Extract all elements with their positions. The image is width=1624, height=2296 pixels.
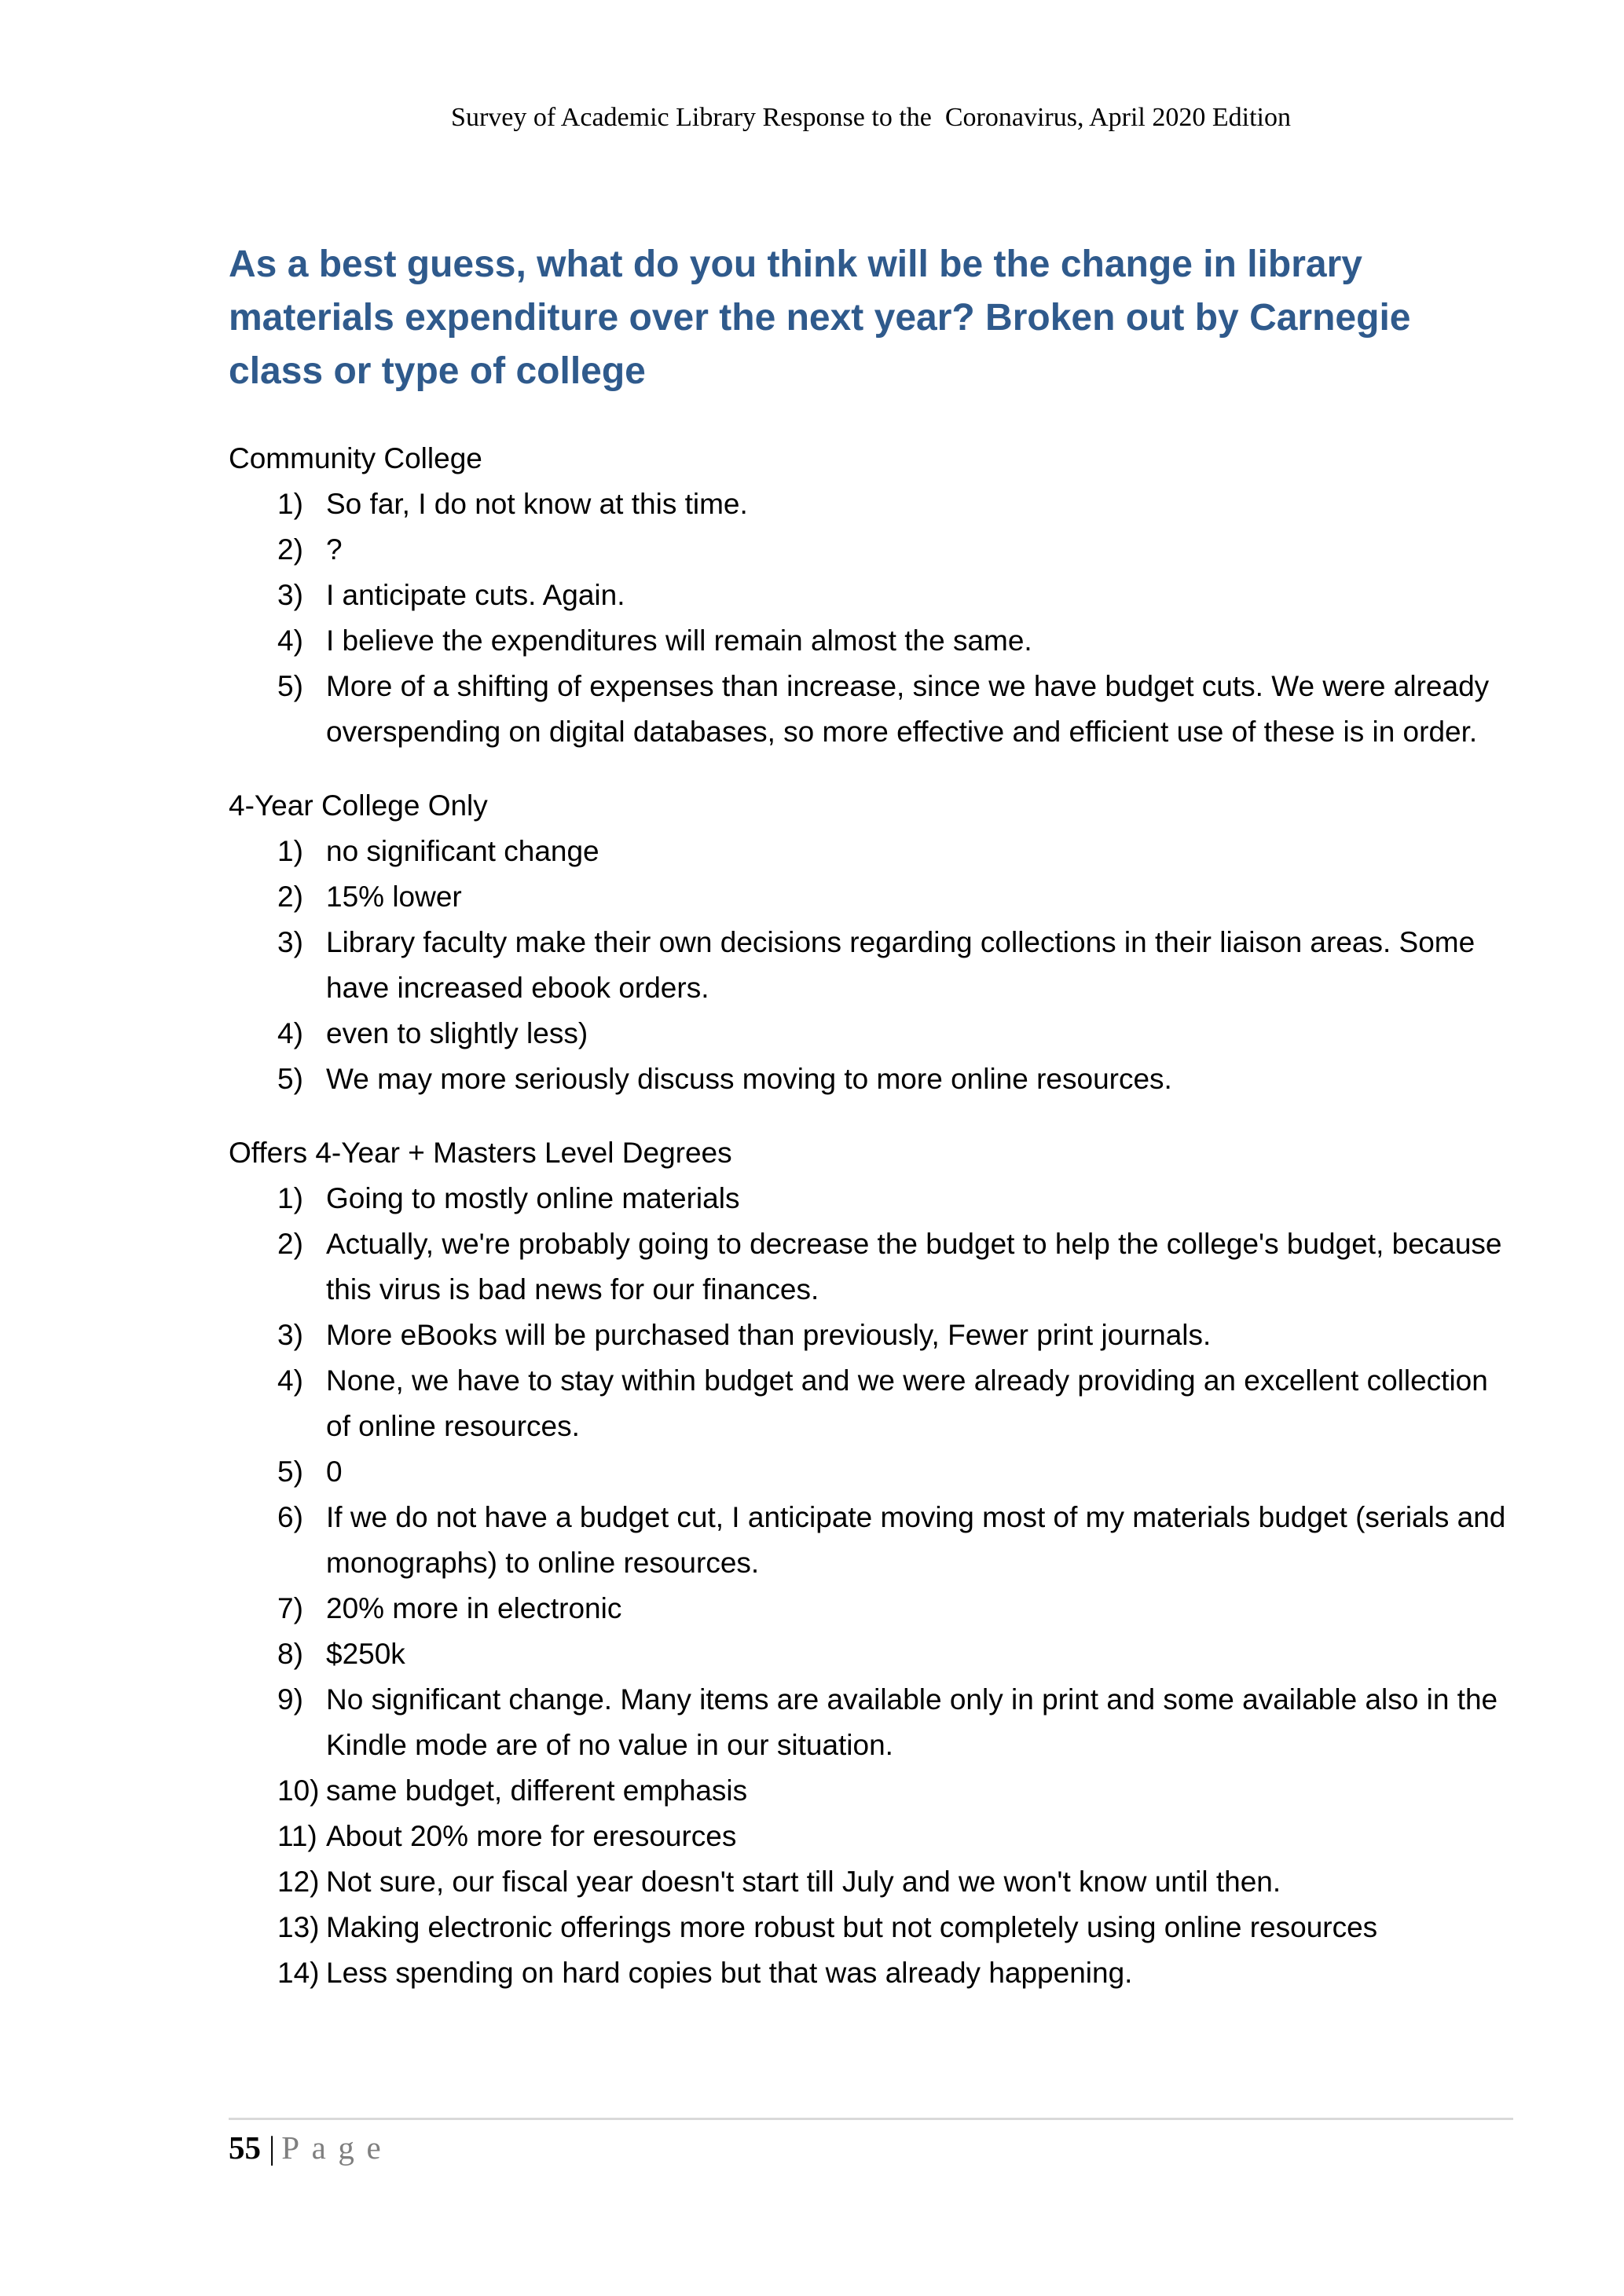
list-item [229,1631,1513,1677]
list-item-text: Actually, we're probably going to decrease the budget to help the college's budget, because this virus is bad news for our finances. [326,1228,1502,1305]
list-item-number: 4) [277,1017,303,1049]
footer-page-label: Page [281,2129,394,2166]
list-item [229,1313,1513,1358]
list-item-number: 5) [277,670,303,702]
response-list [229,1176,1513,1996]
list-item-text: So far, I do not know at this time. [326,488,748,520]
list-item-text: I believe the expenditures will remain almost the same. [326,624,1032,657]
response-list [229,829,1513,1102]
list-item-text: same budget, different emphasis [326,1774,748,1807]
list-item-number: 3) [277,1319,303,1351]
list-item-number: 3) [277,579,303,611]
list-item [229,1176,1513,1221]
list-item-text: Less spending on hard copies but that was already happening. [326,1957,1133,1989]
list-item [229,1056,1513,1102]
list-item-text: Making electronic offerings more robust but not completely using online resources [326,1911,1378,1943]
list-item [229,920,1513,1011]
section-title: Offers 4-Year + Masters Level Degrees [229,1137,732,1169]
list-item [229,573,1513,618]
list-item-text: Going to mostly online materials [326,1182,740,1214]
list-item [229,1495,1513,1586]
list-item-number: 11) [277,1820,317,1852]
list-item-text: About 20% more for eresources [326,1820,737,1852]
list-item-number: 1) [277,835,303,867]
list-item [229,1950,1513,1996]
list-item-number: 7) [277,1592,303,1624]
list-item [229,1859,1513,1905]
list-item-number: 2) [277,1228,303,1260]
list-item-text: even to slightly less) [326,1017,588,1049]
list-item-text: More of a shifting of expenses than increase, since we have budget cuts. We were already overspending on digital databases, so more effective and efficient use of these is in order. [326,670,1490,748]
list-item-text: I anticipate cuts. Again. [326,579,625,611]
list-item-number: 6) [277,1501,303,1533]
response-list [229,482,1513,755]
list-item [229,874,1513,920]
list-item-text: no significant change [326,835,599,867]
response-section [229,1130,1513,1996]
list-item-number: 14) [277,1957,320,1989]
section-title: Community College [229,442,482,474]
question-heading [229,238,1513,398]
list-item [229,1768,1513,1814]
list-item-text: Library faculty make their own decisions regarding collections in their liaison areas. Some have increased ebook orders. [326,926,1476,1004]
list-item [229,527,1513,573]
list-item [229,1814,1513,1859]
list-item [229,618,1513,664]
list-item-number: 13) [277,1911,320,1943]
list-item-number: 3) [277,926,303,958]
list-item [229,1011,1513,1056]
question-line: As a best guess, what do you think will be the change in library [229,244,1362,285]
list-item-text: Not sure, our fiscal year doesn't start till July and we won't know until then. [326,1866,1281,1898]
list-item-text: None, we have to stay within budget and we were already providing an excellent collection of online resources. [326,1364,1488,1442]
list-item [229,1358,1513,1449]
list-item-number: 2) [277,533,303,566]
list-item-text: $250k [326,1638,405,1670]
list-item [229,664,1513,755]
list-item-number: 5) [277,1063,303,1095]
list-item-text: 0 [326,1456,343,1488]
running-header: Survey of Academic Library Response to the Coronavirus, April 2020 Edition [451,103,1291,132]
list-item-text: ? [326,533,343,566]
list-item [229,1586,1513,1631]
list-item-number: 1) [277,488,303,520]
page-number: 55 [229,2129,261,2166]
list-item [229,1905,1513,1950]
list-item [229,829,1513,874]
list-item-number: 1) [277,1182,303,1214]
list-item-number: 2) [277,881,303,913]
list-item-number: 5) [277,1456,303,1488]
list-item-number: 4) [277,1364,303,1397]
response-sections [229,436,1513,1996]
list-item-text: More eBooks will be purchased than previously, Fewer print journals. [326,1319,1212,1351]
list-item [229,1449,1513,1495]
response-section [229,783,1513,1102]
list-item [229,482,1513,527]
footer-separator: | [269,2129,276,2166]
page-footer [229,2118,1513,2167]
question-line: materials expenditure over the next year? Broken out by Carnegie [229,297,1411,339]
list-item-text: If we do not have a budget cut, I anticipate moving most of my materials budget (serials and monographs) to online resources. [326,1501,1506,1579]
list-item-text: 20% more in electronic [326,1592,622,1624]
list-item [229,1221,1513,1313]
list-item-number: 9) [277,1683,303,1716]
list-item-text: No significant change. Many items are available only in print and some available also in the Kindle mode are of no value in our situation. [326,1683,1498,1761]
list-item-number: 8) [277,1638,303,1670]
question-line: class or type of college [229,350,646,392]
page-content [229,238,1513,1996]
list-item-number: 10) [277,1774,320,1807]
response-section [229,436,1513,755]
list-item-number: 12) [277,1866,320,1898]
list-item [229,1677,1513,1768]
section-title: 4-Year College Only [229,789,488,822]
list-item-number: 4) [277,624,303,657]
list-item-text: We may more seriously discuss moving to more online resources. [326,1063,1172,1095]
list-item-text: 15% lower [326,881,462,913]
